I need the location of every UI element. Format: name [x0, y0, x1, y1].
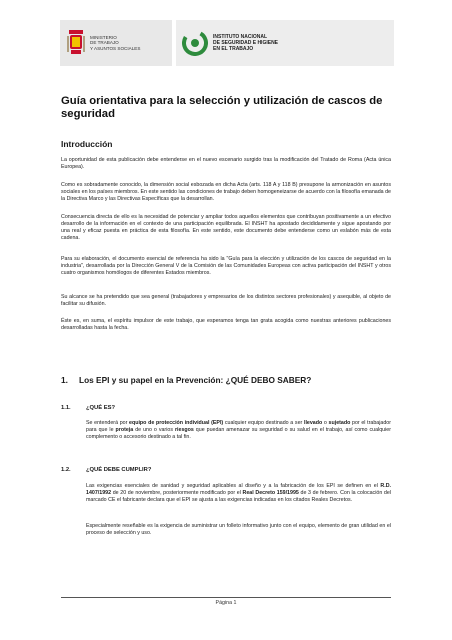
ministry-name [90, 35, 140, 51]
ministry-line: DE TRABAJO [90, 40, 119, 46]
insht-line: DE SEGURIDAD E HIGIENE [213, 40, 279, 46]
subsection-heading [61, 405, 115, 411]
text-run: o [322, 420, 329, 426]
ministry-line: Y ASUNTOS SOCIALES [90, 45, 141, 51]
text-run: de 3 de febrero. Con la colocación del marcado CE el fabricante declara que el EPI se ajusta a las exigencias indicadas en los citados Reales Decretos. [86, 490, 391, 503]
insht-name [213, 34, 278, 52]
bold-term: R.D. 1407/1992 [86, 483, 391, 496]
intro-paragraph: Consecuencia directa de ello es la necesidad de potenciar y ampliar todos aquellos elementos que contribuyan positivamente a un efectivo desarrollo de la información en el contexto de una participación equilibrada. El INSHT ha apostado decididamente y sigue apostando por una real y eficaz puesta en práctica de esta filosofía. En este sentido, este documento debe entenderse como un eslabón más de esta cadena. [61, 214, 391, 241]
insht-line: INSTITUTO NACIONAL [213, 34, 268, 40]
section-title: Los EPI y su papel en la Prevención: ¿QUÉ DEBO SABER? [79, 375, 312, 385]
bold-term: riesgos [174, 427, 194, 433]
section-heading [61, 375, 311, 385]
text-run: por el trabajador para que le [86, 420, 392, 433]
text-run: cualquier equipo destinado a ser [223, 420, 304, 426]
section-number: 1. [61, 375, 68, 385]
intro-paragraph: La oportunidad de esta publicación debe entenderse en el nuevo escenario surgido tras la modificación del Tratado de Roma (Acta única Europea). [61, 157, 391, 170]
intro-heading: Introducción [61, 139, 113, 149]
ministry-line: MINISTERIO [90, 34, 117, 40]
intro-paragraph: Su alcance se ha pretendido que sea general (trabajadores y empresarios de los distintos sectores profesionales) y asequible, al objeto de facilitar su difusión. [61, 294, 391, 307]
page-number: Página 1 [215, 600, 237, 606]
document-title: Guía orientativa para la selección y utilización de cascos de seguridad [61, 95, 383, 120]
ministry-logo-block [60, 20, 172, 66]
text-run: que puedan amenazar su seguridad o su salud en el trabajo, así como cualquier complemento o accesorio destinado a tal fin. [86, 427, 391, 440]
text-run: de 20 de noviembre, posteriormente modificado por el [111, 490, 243, 496]
subsection-heading [61, 467, 151, 473]
document-header [60, 20, 394, 70]
insht-line: EN EL TRABAJO [213, 46, 254, 52]
text-run: Las exigencias esenciales de sanidad y seguridad aplicables al diseño y a la fabricación de los EPI se definen en el [86, 483, 381, 489]
subsection-title: ¿QUÉ DEBE CUMPLIR? [86, 467, 152, 473]
text-run: Se entenderá por [86, 420, 130, 426]
subsection-number: 1.2. [61, 467, 71, 473]
coat-of-arms-icon [66, 28, 86, 58]
bold-term: llevado [303, 420, 323, 426]
subsection-title: ¿QUÉ ES? [86, 405, 115, 411]
text-run: de uno o varios [133, 427, 175, 433]
definition-paragraph [86, 420, 391, 441]
requirements-paragraph: Especialmente reseñable es la exigencia de suministrar un folleto informativo junto con el equipo, elemento de gran utilidad en el proceso de selección y uso. [86, 523, 391, 536]
subsection-number: 1.1. [61, 405, 71, 411]
intro-paragraph: Éste es, en suma, el espíritu impulsor de este trabajo, que esperamos tenga tan grata acogida como nuestras anteriores publicaciones desarrolladas hasta la fecha. [61, 318, 391, 331]
bold-term: equipo de protección individual (EPI) [129, 420, 224, 426]
intro-paragraph: Para su elaboración, el documento esencial de referencia ha sido la "Guía para la elección y utilización de los cascos de seguridad en la industria", desarrollada por la Dirección General V de la Comisión de las Comunidades Europeas con activa participación del INSHT y otros cuatro organismos homólogos de diferentes Estados miembros. [61, 256, 391, 276]
bold-term: proteja [115, 427, 134, 433]
intro-paragraph: Como es sobradamente conocido, la dimensión social esbozada en dicha Acta (arts. 118 A y 118 B) presupone la armonización en asuntos sociales en los países miembros. En este sentido las condiciones de trabajo deben homogeneizarse de acuerdo con la filosofía emanada de la Directiva Marco y las Directivas Específicas que la desarrollan. [61, 182, 391, 202]
insht-logo-icon [182, 30, 208, 56]
bold-term: sujetado [328, 420, 351, 426]
insht-logo-block [176, 20, 394, 66]
requirements-paragraph [86, 483, 391, 504]
bold-term: Real Decreto 159/1995 [242, 490, 299, 496]
footer-divider [61, 597, 391, 598]
